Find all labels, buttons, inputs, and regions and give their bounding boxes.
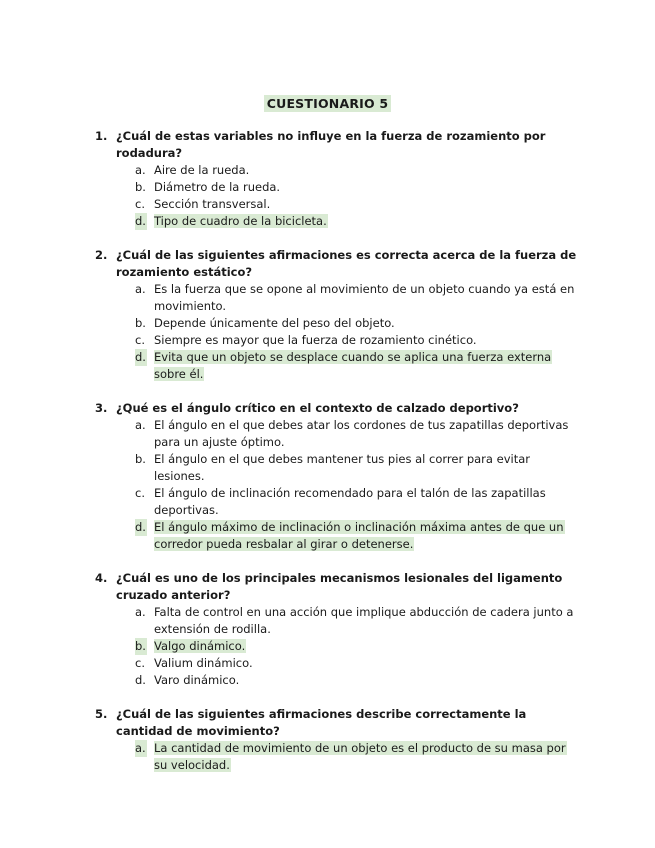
option-item-correct bbox=[0, 638, 655, 655]
option-list bbox=[0, 417, 655, 553]
option-text-container bbox=[154, 315, 582, 332]
option-item-correct bbox=[0, 519, 655, 553]
option-text: La cantidad de movimiento de un objeto es el producto de su masa por su velocidad. bbox=[154, 741, 566, 772]
option-item bbox=[0, 451, 655, 485]
option-item bbox=[0, 672, 655, 689]
option-text-container bbox=[154, 740, 582, 774]
option-text-container bbox=[154, 604, 582, 638]
option-letter: a. bbox=[135, 741, 146, 755]
option-letter: c. bbox=[135, 486, 145, 500]
option-letter: d. bbox=[135, 673, 146, 687]
option-letter: a. bbox=[135, 418, 146, 432]
option-text-container bbox=[154, 638, 582, 655]
option-item bbox=[0, 655, 655, 672]
option-text: Depende únicamente del peso del objeto. bbox=[154, 316, 395, 330]
question-item bbox=[0, 128, 655, 230]
option-text: Sección transversal. bbox=[154, 197, 271, 211]
title-container bbox=[0, 93, 655, 112]
option-item bbox=[0, 485, 655, 519]
question-text: ¿Qué es el ángulo crítico en el contexto de calzado deportivo? bbox=[116, 401, 519, 415]
option-item bbox=[0, 417, 655, 451]
option-text-container bbox=[154, 451, 582, 485]
option-text-container bbox=[154, 213, 582, 230]
question-item bbox=[0, 706, 655, 774]
question-item bbox=[0, 247, 655, 383]
option-letter: b. bbox=[135, 180, 146, 194]
option-item bbox=[0, 281, 655, 315]
option-item bbox=[0, 315, 655, 332]
question-number: 4. bbox=[95, 571, 108, 585]
option-text-container bbox=[154, 281, 582, 315]
option-item-correct bbox=[0, 349, 655, 383]
question-text: ¿Cuál es uno de los principales mecanismos lesionales del ligamento cruzado anterior? bbox=[116, 571, 563, 602]
question-text: ¿Cuál de estas variables no influye en la fuerza de rozamiento por rodadura? bbox=[116, 129, 546, 160]
option-list bbox=[0, 281, 655, 383]
option-text: Siempre es mayor que la fuerza de rozamiento cinético. bbox=[154, 333, 477, 347]
option-text-container bbox=[154, 485, 582, 519]
option-item bbox=[0, 196, 655, 213]
question-number: 2. bbox=[95, 248, 108, 262]
question-number: 1. bbox=[95, 129, 108, 143]
option-text-container bbox=[154, 349, 582, 383]
option-text: El ángulo en el que debes mantener tus pies al correr para evitar lesiones. bbox=[154, 452, 530, 483]
option-letter: b. bbox=[135, 639, 146, 653]
option-letter: d. bbox=[135, 520, 146, 534]
option-text: Varo dinámico. bbox=[154, 673, 240, 687]
option-text: Aire de la rueda. bbox=[154, 163, 250, 177]
question-text: ¿Cuál de las siguientes afirmaciones es correcta acerca de la fuerza de rozamiento estático? bbox=[116, 248, 577, 279]
option-item bbox=[0, 604, 655, 638]
option-letter: c. bbox=[135, 197, 145, 211]
question-number: 3. bbox=[95, 401, 108, 415]
question-item bbox=[0, 570, 655, 689]
option-text: El ángulo en el que debes atar los cordones de tus zapatillas deportivas para un ajuste óptimo. bbox=[154, 418, 569, 449]
option-text-container bbox=[154, 417, 582, 451]
question-text: ¿Cuál de las siguientes afirmaciones describe correctamente la cantidad de movimiento? bbox=[116, 707, 527, 738]
option-item bbox=[0, 162, 655, 179]
option-letter: b. bbox=[135, 452, 146, 466]
option-text-container bbox=[154, 179, 582, 196]
option-letter: d. bbox=[135, 350, 146, 364]
option-text-container bbox=[154, 519, 582, 553]
question-item bbox=[0, 400, 655, 553]
option-text: El ángulo de inclinación recomendado para el talón de las zapatillas deportivas. bbox=[154, 486, 546, 517]
option-letter: a. bbox=[135, 605, 146, 619]
option-text-container bbox=[154, 162, 582, 179]
question-number: 5. bbox=[95, 707, 108, 721]
option-text: Diámetro de la rueda. bbox=[154, 180, 281, 194]
option-list bbox=[0, 740, 655, 774]
option-text-container bbox=[154, 332, 582, 349]
option-list bbox=[0, 604, 655, 689]
option-item bbox=[0, 332, 655, 349]
option-text: Tipo de cuadro de la bicicleta. bbox=[154, 214, 327, 228]
option-letter: b. bbox=[135, 316, 146, 330]
option-letter: c. bbox=[135, 656, 145, 670]
option-text: Evita que un objeto se desplace cuando se aplica una fuerza externa sobre él. bbox=[154, 350, 552, 381]
option-text: El ángulo máximo de inclinación o inclinación máxima antes de que un corredor pueda resbalar al girar o detenerse. bbox=[154, 520, 564, 551]
option-text: Es la fuerza que se opone al movimiento de un objeto cuando ya está en movimiento. bbox=[154, 282, 575, 313]
question-list bbox=[0, 128, 655, 791]
option-item-correct bbox=[0, 740, 655, 774]
option-text: Falta de control en una acción que implique abducción de cadera junto a extensión de rodilla. bbox=[154, 605, 574, 636]
option-item-correct bbox=[0, 213, 655, 230]
option-letter: a. bbox=[135, 282, 146, 296]
option-text-container bbox=[154, 196, 582, 213]
option-text: Valium dinámico. bbox=[154, 656, 253, 670]
option-letter: d. bbox=[135, 214, 146, 228]
option-text-container bbox=[154, 672, 582, 689]
page-title: CUESTIONARIO 5 bbox=[264, 95, 392, 112]
option-letter: a. bbox=[135, 163, 146, 177]
option-list bbox=[0, 162, 655, 230]
option-item bbox=[0, 179, 655, 196]
option-text-container bbox=[154, 655, 582, 672]
option-letter: c. bbox=[135, 333, 145, 347]
option-text: Valgo dinámico. bbox=[154, 639, 246, 653]
